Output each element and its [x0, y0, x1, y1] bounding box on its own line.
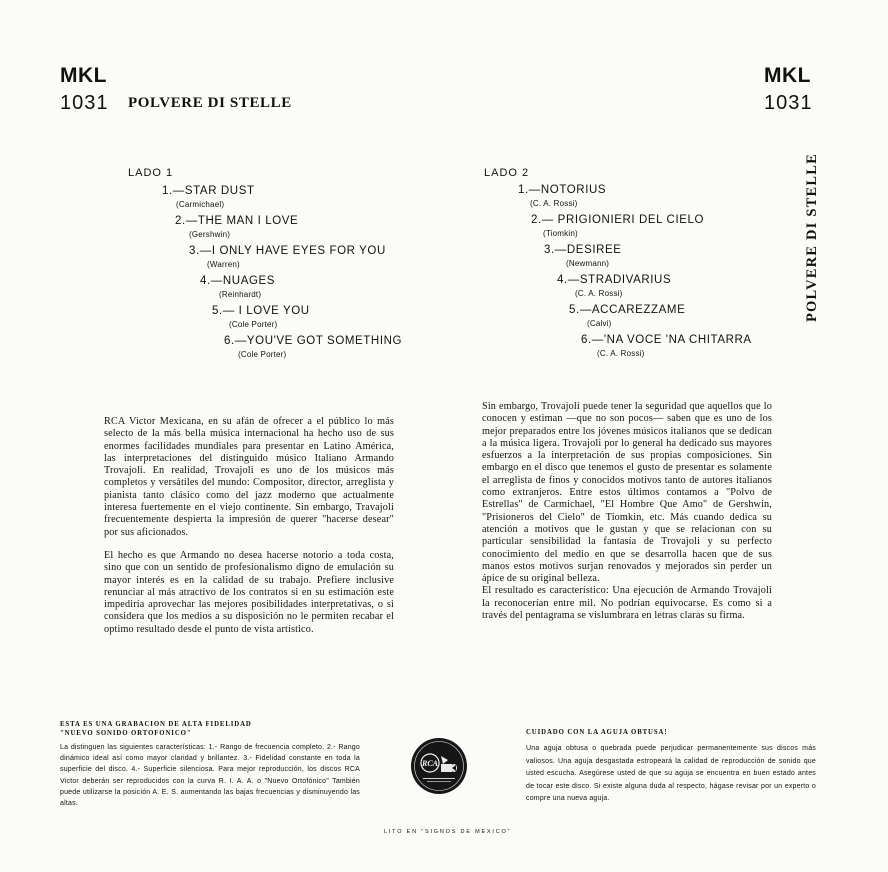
side2-track-5: 5.—ACCAREZZAME [569, 304, 686, 316]
side2-composer-4: (C. A. Rossi) [575, 289, 623, 298]
liner-notes-paragraph: El resultado es característico: Una ejecución de Armando Trovajoli la reconocerían entre mil. No podrían equivocarse. Es como si a través del pentagrama se vislumbrara en letras claras su firma. [482, 585, 772, 622]
album-title: POLVERE DI STELLE [128, 95, 292, 111]
side1-track-6: 6.—YOU'VE GOT SOMETHING [224, 335, 403, 347]
liner-notes-left [104, 416, 394, 647]
side2-composer-3: (Newmann) [566, 259, 610, 268]
side2-label: LADO 2 [484, 167, 530, 179]
side2-composer-5: (Calvi) [587, 319, 612, 328]
side2-track-4: 4.—STRADIVARIUS [557, 274, 672, 286]
side2-track-6: 6.—'NA VOCE 'NA CHITARRA [581, 334, 752, 346]
spine-catalog-code: MKL [764, 64, 811, 87]
rca-logo-text: RCA [421, 759, 439, 768]
spine-catalog-number: 1031 [764, 92, 813, 114]
fidelity-text: La distinguen las siguientes características: 1.- Rango de frecuencia completo. 2.- Rango dinámico ideal así como mayor claridad y brillantez. 3.- Fidelidad constante en toda la superficie del disco. 4.- Superficie silenciosa. Para mejor reproducción, los discos RCA Victor deberán ser reproducidos con la curva R. I. A. A. o "Nuevo Ortofónico" También puede utilizarse la posición A. E. S. aumentando las bajas frecuencias y disminuyendo las altas. [60, 744, 360, 808]
needle-warning [526, 728, 816, 806]
rca-logo [411, 738, 467, 794]
side1-composer-6: (Cole Porter) [238, 350, 287, 359]
side1-composer-5: (Cole Porter) [229, 320, 278, 329]
rca-logo-icon [411, 738, 467, 794]
fidelity-subheading: "NUEVO SONIDO ORTOFONICO" [60, 730, 192, 737]
needle-heading: CUIDADO CON LA AGUJA OBTUSA! [526, 729, 668, 736]
side1-composer-1: (Carmichael) [176, 200, 225, 209]
liner-notes-paragraph: Sin embargo, Trovajoli puede tener la seguridad que aquellos que lo conocen y estiman —que no son pocos— saben que es uno de los mejor preparados entre los jóvenes músicos italianos que se dedican a la música ligera. Trovajoli por lo general ha dedicado sus mayores esfuerzos a la interpretación de sus propias composiciones. Sin embargo en el disco que tenemos el gusto de presentar es solamente el arreglista de finos y conocidos motivos tanto de autores italianos como extranjeros. Entre estos últimos contamos a "Polvo de Estrellas" de Carmichael, "El Hombre Que Amo" de Gershwin, "Prisioneros del Cielo" de Tiomkin, etc. Más cuando dedica su atención a motivos que le gustan y que se relacionan con su particular sensibilidad la fantasía de Trovajoli y su perfecto conocimiento del medio en que se desarrolla hacen que de sus manos estos motivos surjan renovados y mejorados sin perder un ápice de su original belleza. [482, 401, 772, 585]
side2-composer-6: (C. A. Rossi) [597, 349, 645, 358]
side2-composer-2: (Tiomkin) [543, 229, 578, 238]
side2-track-3: 3.—DESIREE [544, 244, 622, 256]
side1-track-3: 3.—I ONLY HAVE EYES FOR YOU [189, 245, 386, 257]
side1-track-1: 1.—STAR DUST [162, 185, 255, 197]
side1-composer-2: (Gershwin) [189, 230, 231, 239]
fidelity-notice [60, 720, 360, 809]
side2-track-2: 2.— PRIGIONIERI DEL CIELO [531, 214, 705, 226]
printer-credit: LITO EN "SIGNOS DE MEXICO" [384, 829, 512, 835]
side2-composer-1: (C. A. Rossi) [530, 199, 578, 208]
catalog-number: 1031 [60, 92, 109, 114]
fidelity-heading: ESTA ES UNA GRABACION DE ALTA FIDELIDAD [60, 721, 252, 728]
liner-notes-paragraph: El hecho es que Armando no desea hacerse notorio a toda costa, sino que con un sentido de profesionalismo digno de emulación su mayor interés es en la calidad de su trabajo. Prefiere inclusive renunciar al más atractivo de los contratos si en su estimación este impediría aprovechar las mejores posibilidades interpretativas, o si considera que los medios a su disposición no le permiten recabar el optimo resultado desde el punto de vista artístico. [104, 549, 394, 635]
liner-notes-paragraph: RCA Victor Mexicana, en su afán de ofrecer a el público lo más selecto de la más bella música internacional ha hecho uso de sus enormes facilidades mundiales para presentar en Latino América, las interpretaciones del distinguido músico Italiano Armando Trovajoli. En realidad, Trovajoli es uno de los músicos más completos y versátiles del mundo: Compositor, director, arreglista y pianista tanto clásico como del jazz moderno que actualmente interesa fuertemente en el viejo continente. Sin embargo, Travajoli frecuentemente despierta la impresión de querer "hacerse desear" por sus aficionados. [104, 416, 394, 538]
liner-notes-right [482, 401, 772, 622]
side1-composer-4: (Reinhardt) [219, 290, 262, 299]
side1-track-4: 4.—NUAGES [200, 275, 276, 287]
side1-label: LADO 1 [128, 167, 174, 179]
side2-track-1: 1.—NOTORIUS [518, 184, 607, 196]
needle-text: Una aguja obtusa o quebrada puede perjudicar permanentemente sus discos más valiosos. Una aguja desgastada estropeará la calidad de reproducción de sonido que usted escucha. Asegúrese usted de que su aguja se encuentra en buen estado antes de tocar este disco. Si existe alguna duda al respecto, hágase revisar por un experto o compre una nueva aguja. [526, 745, 816, 802]
spine-title: POLVERE DI STELLE [804, 153, 820, 322]
side1-track-5: 5.— I LOVE YOU [212, 305, 310, 317]
side1-track-2: 2.—THE MAN I LOVE [175, 215, 299, 227]
side1-composer-3: (Warren) [207, 260, 240, 269]
catalog-code: MKL [60, 64, 107, 87]
